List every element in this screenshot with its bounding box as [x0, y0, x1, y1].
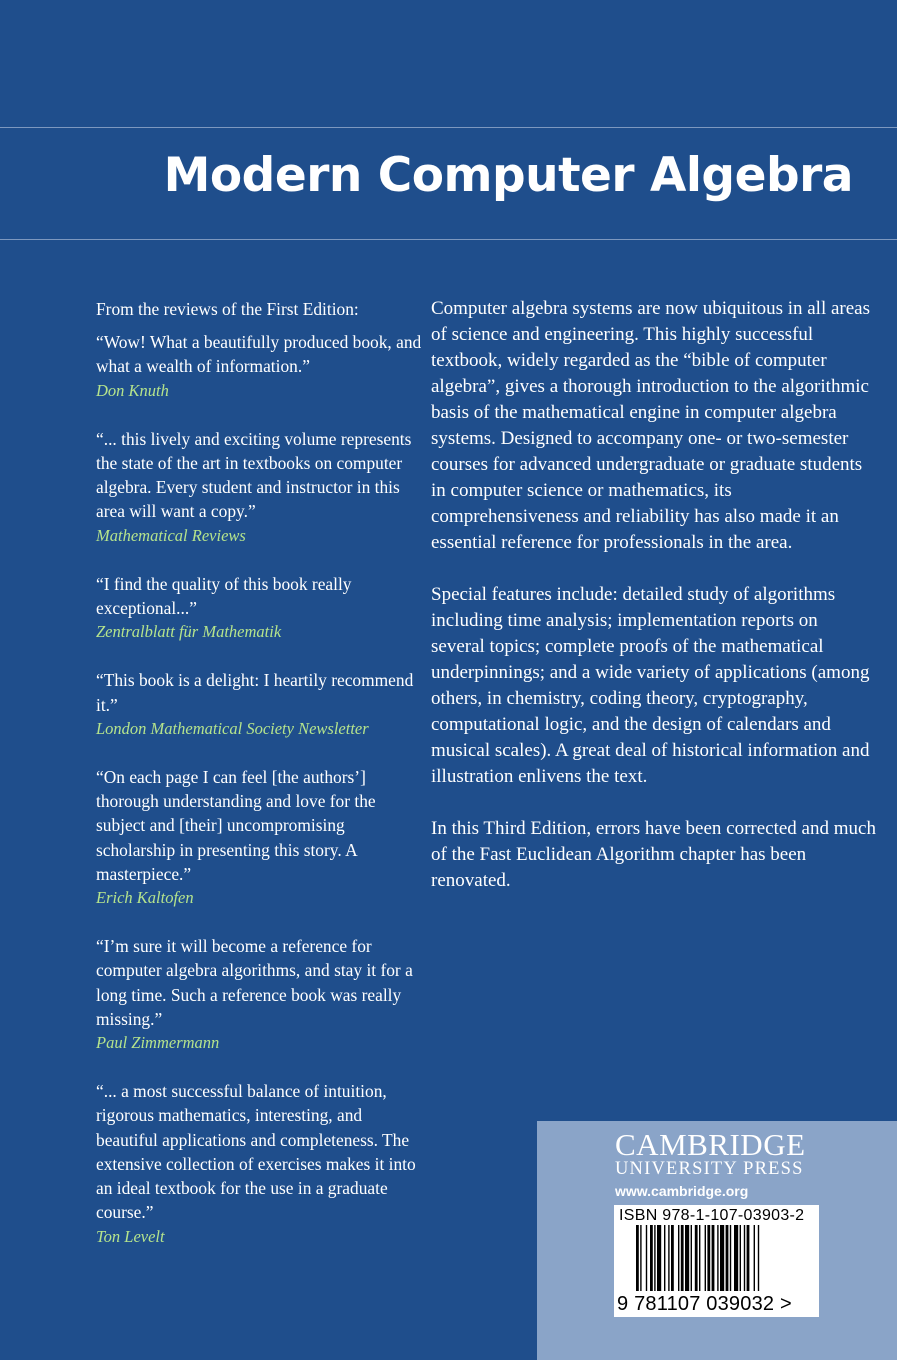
review-quote: “... a most successful balance of intuition, rigorous mathematics, interesting, and beautiful applications and completeness. The extensive collection of exercises makes it into an ideal textbook for the use in a graduate course.”: [96, 1081, 416, 1223]
barcode-icon: [636, 1225, 796, 1295]
review-source: Don Knuth: [96, 380, 169, 400]
review-quote: “Wow! What a beautifully produced book, and what a wealth of information.”: [96, 332, 422, 377]
review-source: Erich Kaltofen: [96, 888, 194, 908]
review-source: Ton Levelt: [96, 1226, 165, 1246]
reviews-heading: From the reviews of the First Edition:: [96, 299, 359, 319]
review-quote: “I’m sure it will become a reference for computer algebra algorithms, and stay it for a long time. Such a reference book was really missing.”: [96, 936, 413, 1029]
description-paragraph: Special features include: detailed study of algorithms including time analysis; implementation reports on several topics; complete proofs of the mathematical underpinnings; and a wide variety of applications (among others, in chemistry, coding theory, cryptography, computational logic, and the design of calendars and musical scales). A great deal of historical information and illustration enlivens the text.: [431, 584, 870, 787]
publisher-url: www.cambridge.org: [615, 1183, 749, 1199]
review-quote: “I find the quality of this book really exceptional...”: [96, 573, 352, 619]
isbn-label: ISBN 978-1-107-03903-2: [619, 1207, 805, 1224]
review-item: [96, 765, 426, 910]
review-source: Zentralblatt für Mathematik: [96, 622, 282, 642]
bottom-rule: [0, 239, 897, 240]
reviews-column: [96, 297, 426, 1273]
barcode-box: [614, 1205, 819, 1317]
review-item: [96, 330, 426, 403]
review-item: [96, 572, 426, 645]
review-quote: “... this lively and exciting volume represents the state of the art in textbooks on computer algebra. Every student and instructor in this area will want a copy.”: [96, 428, 412, 522]
description-column: [431, 296, 876, 920]
publisher-panel: [537, 1121, 897, 1360]
description-paragraph: Computer algebra systems are now ubiquitous in all areas of science and engineering. This highly successful textbook, widely regarded as the “bible of computer algebra”, gives a thorough introduction to the algorithmic basis of the mathematical engine in computer algebra systems. Designed to accompany one- or two-semester courses for advanced undergraduate or graduate students in computer science or mathematics, its comprehensiveness and reliability has also made it an essential reference for professionals in the area.: [431, 298, 871, 553]
review-item: [96, 1079, 426, 1248]
publisher-subtitle: UNIVERSITY PRESS: [615, 1159, 804, 1179]
review-source: Mathematical Reviews: [96, 525, 246, 545]
description-paragraph: In this Third Edition, errors have been corrected and much of the Fast Euclidean Algorithm chapter has been renovated.: [431, 818, 876, 891]
top-rule: [0, 127, 897, 128]
publisher-name: CAMBRIDGE: [615, 1127, 806, 1162]
review-quote: “On each page I can feel [the authors’] thorough understanding and love for the subject and [their] uncompromising scholarship in presenting this story. A masterpiece.”: [96, 767, 376, 884]
review-source: London Mathematical Society Newsletter: [96, 718, 369, 738]
review-item: [96, 934, 426, 1055]
review-quote: “This book is a delight: I heartily recommend it.”: [96, 670, 414, 715]
review-source: Paul Zimmermann: [96, 1033, 220, 1053]
barcode-digits: 9 781107 039032 >: [617, 1293, 792, 1315]
review-item: [96, 427, 426, 548]
book-title: Modern Computer Algebra: [163, 148, 853, 203]
review-item: [96, 668, 426, 741]
